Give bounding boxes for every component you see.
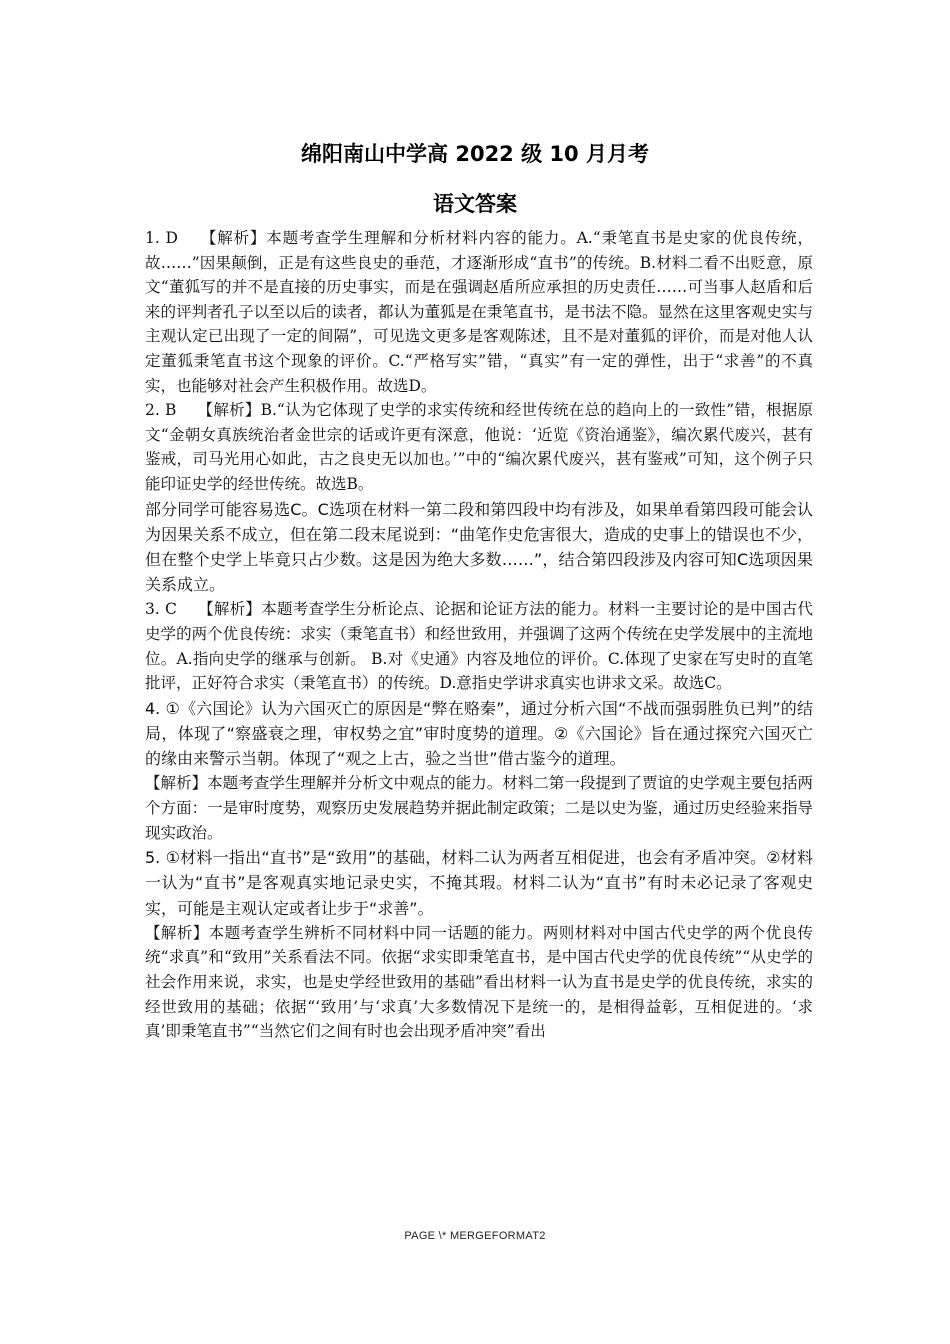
answer-5: 5. ①材料一指出“直书”是“致用”的基础，材料二认为两者互相促进，也会有矛盾冲突。②材料一认为“直书”是客观真实地记录史实，不掩其瑕。材料二认为“直书”有时未必记录了客观史实，可能是主观认定或者让步于“求善”。 bbox=[145, 848, 813, 918]
page-footer: PAGE \* MERGEFORMAT2 bbox=[404, 1230, 546, 1242]
document-subtitle: 语文答案 bbox=[433, 192, 517, 216]
answer-2-note: 部分同学可能容易选C。C选项在材料一第二段和第四段中均有涉及，如果单看第四段可能会认为因果关系不成立，但在第二段末尾说到：“曲笔作史危害很大，造成的史事上的错误也不少，但在整个史学上毕竟只占少数。这是因为绝大多数……”，结合第四段涉及内容可知C选项因果关系成立。 bbox=[145, 499, 813, 595]
answer-3: 3. C 【解析】本题考查学生分析论点、论据和论证方法的能力。材料一主要讨论的是中国古代史学的两个优良传统：求实（秉笔直书）和经世致用，并强调了这两个传统在史学发展中的主流地位。A.指向史学的继承与创新。 B.对《史通》内容及地位的评价。C.体现了史家在写史时的直笔批评，正好符合求实（秉笔直书）的传统。D.意指史学讲求真实也讲求文采。故选C。 bbox=[145, 600, 813, 693]
answer-4: 4. ①《六国论》认为六国灭亡的原因是“弊在赂秦”，通过分析六国“不战而强弱胜负已判”的结局，体现了“察盛衰之理，审权势之宜”审时度势的道理。②《六国论》旨在通过探究六国灭亡的缘由来警示当朝。体现了“观之上古，验之当世”借古鉴今的道理。 bbox=[145, 698, 813, 769]
answer-4-analysis: 【解析】本题考查学生理解并分析文中观点的能力。材料二第一段提到了贾谊的史学观主要包括两个方面：一是审时度势，观察历史发展趋势并据此制定政策；二是以史为鉴，通过历史经验来指导现实政治。 bbox=[145, 774, 813, 842]
answer-2: 2. B 【解析】B.“认为它体现了史学的求实传统和经世传统在总的趋向上的一致性”错，根据原文“金朝女真族统治者金世宗的话或许更有深意，他说：‘近览《资治通鉴》，编次累代废兴，甚有鉴戒，司马光用心如此，古之良史无以加也。’”中的“编次累代废兴，甚有鉴戒”可知，这个例子只能印证史学的经世传统。故选B。 bbox=[145, 401, 813, 493]
answer-body bbox=[145, 226, 813, 1044]
answer-1: 1. D 【解析】本题考查学生理解和分析材料内容的能力。A.“秉笔直书是史家的优良传统，故……”因果颠倒，正是有这些良史的垂范，才逐渐形成“直书”的传统。B.材料二看不出贬意，原文“董狐写的并不是直接的历史事实，而是在强调赵盾所应承担的历史责任……可当事人赵盾和后来的评判者孔子以至以后的读者，都认为董狐是在秉笔直书，是书法不隐。显然在这里客观史实与主观认定已出现了一定的间隔”，可见选文更多是客观陈述，且不是对董狐的评价，而是对他人认定董狐秉笔直书这个现象的评价。C.“严格写实”错，“真实”有一定的弹性，出于“求善”的不真实，也能够对社会产生积极作用。故选D。 bbox=[145, 229, 813, 395]
document-title: 绵阳南山中学高 2022 级 10 月月考 bbox=[301, 142, 649, 166]
answer-5-analysis: 【解析】本题考查学生辨析不同材料中同一话题的能力。两则材料对中国古代史学的两个优良传统“求真”和“致用”关系看法不同。依据“求实即秉笔直书，是中国古代史学的优良传统”“从史学的社会作用来说，求实，也是史学经世致用的基础”看出材料一认为直书是史学的优良传统，求实的经世致用的基础；依据“‘致用’与‘求真’大多数情况下是统一的，是相得益彰，互相促进的。‘求真’即秉笔直书”“当然它们之间有时也会出现矛盾冲突”看出 bbox=[145, 923, 813, 1041]
